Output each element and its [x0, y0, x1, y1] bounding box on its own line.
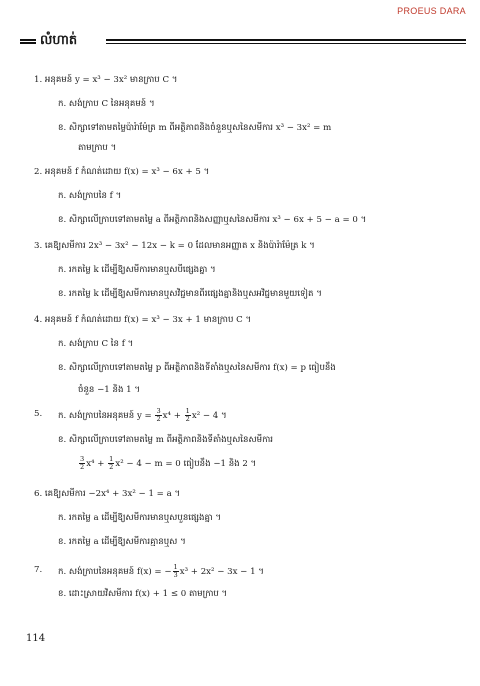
heading-dashes: [20, 39, 36, 44]
page-number: 114: [26, 633, 46, 644]
fraction-denominator: 2: [185, 415, 190, 423]
fraction-denominator: 2: [156, 415, 161, 423]
exercise-5-part-b-middle: x⁴ +: [86, 459, 105, 469]
exercise-7-number: 7.: [34, 565, 43, 575]
section-heading: [20, 34, 466, 50]
exercise-2-statement: 2. អនុគមន៍ f កំណត់ដោយ f(x) = x³ − 6x + 5 ។: [34, 167, 210, 177]
exercise-1-part-b-cont: តាមក្រាប ។: [78, 143, 117, 153]
exercise-5-part-a-prefix: ក. សង់ក្រាបនៃអនុគមន៍ y =: [58, 411, 152, 421]
exercise-4-statement: 4. អនុគមន៍ f កំណត់ដោយ f(x) = x³ − 3x + 1 មានក្រាប C ។: [34, 315, 252, 325]
exercise-4-part-a: ក. សង់ក្រាប C នៃ f ។: [58, 339, 134, 349]
exercise-2-part-a: ក. សង់ក្រាបនៃ f ។: [58, 191, 122, 201]
exercise-1-statement: 1. អនុគមន៍ y = x³ − 3x² មានក្រាប C ។: [34, 75, 178, 85]
exercise-5-part-b-equation: [78, 456, 256, 471]
exercise-4-part-b: ខ. សិក្សាលើក្រាបទៅតាមតម្លៃ p ពីអត្ថិភាពនិងទីតាំងឬសនៃសមីការ f(x) = p ធៀបនឹង: [58, 363, 336, 373]
exercise-1-part-a: ក. សង់ក្រាប C នៃអនុគមន៍ ។: [58, 99, 155, 109]
exercise-5-part-a: [58, 408, 227, 423]
exercise-3-part-a: ក. រកតម្លៃ k ដើម្បីឱ្យសមីការមានឬសបីផ្សេងគ្នា ។: [58, 265, 216, 275]
exercise-4-part-b-cont: ចំនួន −1 និង 1 ។: [78, 385, 141, 395]
fraction-numerator: 1: [185, 407, 190, 415]
fraction-three-halves: [155, 408, 161, 423]
exercise-3-statement: 3. គេឱ្យសមីការ 2x³ − 3x² − 12x − k = 0 ដែលមានអញ្ញាត x និងប៉ារ៉ាម៉ែត្រ k ។: [34, 241, 315, 251]
exercise-7-part-b: ខ. ដោះស្រាយវិសមីការ f(x) + 1 ≤ 0 តាមក្រាប ។: [58, 589, 228, 599]
fraction-one-half: [185, 408, 191, 423]
fraction-numerator: 1: [109, 455, 114, 463]
heading-rule: [106, 39, 466, 44]
fraction-one-third: [173, 564, 179, 579]
fraction-numerator: 3: [156, 407, 161, 415]
exercise-5-part-b-suffix: x² − 4 − m = 0 ធៀបនឹង −1 និង 2 ។: [115, 459, 257, 469]
exercise-1-part-b: ខ. សិក្សាទៅតាមតម្លៃប៉ារ៉ាម៉ែត្រ m ពីអត្ថិភាពនិងចំនួនឬសនៃសមីការ x³ − 3x² = m: [58, 123, 332, 133]
exercise-6-statement: 6. គេឱ្យសមីការ −2x⁴ + 3x² − 1 = a ។: [34, 489, 181, 499]
exercise-5-part-a-middle: x⁴ +: [162, 411, 181, 421]
header-brand: PROEUS DARA: [397, 6, 466, 16]
fraction-denominator: 2: [80, 463, 85, 471]
exercise-5-part-a-suffix: x² − 4 ។: [191, 411, 227, 421]
exercise-5-number: 5.: [34, 409, 43, 419]
exercise-7-part-a: [58, 564, 264, 579]
fraction-numerator: 3: [80, 455, 85, 463]
fraction-three-halves: [79, 456, 85, 471]
fraction-denominator: 3: [173, 571, 178, 579]
exercise-5-part-b: ខ. សិក្សាលើក្រាបទៅតាមតម្លៃ m ពីអត្ថិភាពនិងទីតាំងឬសនៃសមីការ: [58, 435, 273, 445]
fraction-denominator: 2: [109, 463, 114, 471]
fraction-one-half: [108, 456, 114, 471]
exercise-7-part-a-prefix: ក. សង់ក្រាបនៃអនុគមន៍ f(x) = −: [58, 567, 172, 577]
exercise-3-part-b: ខ. រកតម្លៃ k ដើម្បីឱ្យសមីការមានឬសវិជ្ជមានពីរផ្សេងគ្នានិងឬសអវិជ្ជមានមួយទៀត ។: [58, 289, 322, 299]
exercise-2-part-b: ខ. សិក្សាលើក្រាបទៅតាមតម្លៃ a ពីអត្ថិភាពនិងសញ្ញាឬសនៃសមីការ x³ − 6x + 5 − a = 0 ។: [58, 215, 367, 225]
fraction-numerator: 1: [173, 563, 178, 571]
exercise-7-part-a-suffix: x³ + 2x² − 3x − 1 ។: [179, 567, 264, 577]
section-title: លំហាត់: [40, 33, 78, 48]
exercise-6-part-a: ក. រកតម្លៃ a ដើម្បីឱ្យសមីការមានឬសបួនផ្សេងគ្នា ។: [58, 513, 222, 523]
exercise-6-part-b: ខ. រកតម្លៃ a ដើម្បីឱ្យសមីការគ្មានឬស ។: [58, 537, 186, 547]
